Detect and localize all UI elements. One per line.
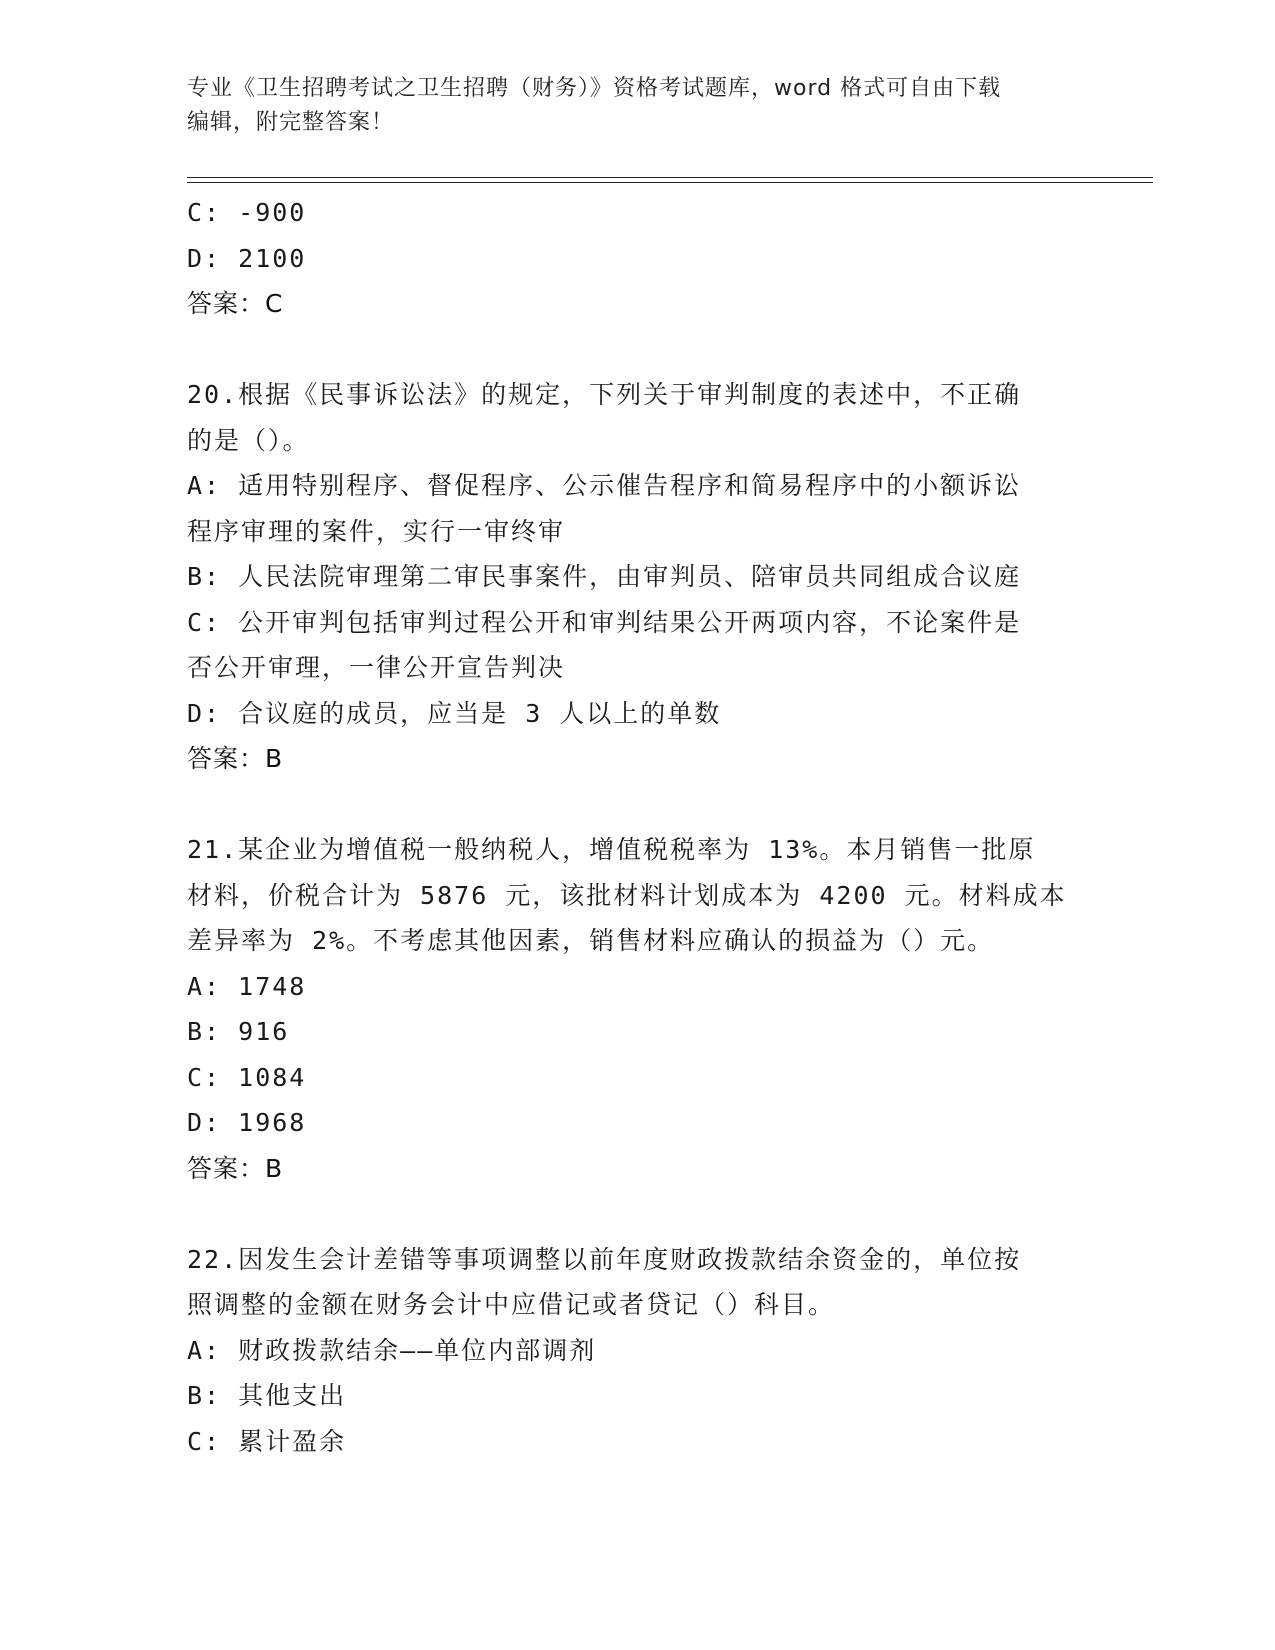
q20-stem-line-1: 20.根据《民事诉讼法》的规定，下列关于审判制度的表述中，不正确 [187,380,1022,409]
q20-stem-line-2: 的是（）。 [187,425,310,455]
q21-stem-line-1: 21.某企业为增值税一般纳税人，增值税税率为 13%。本月销售一批原 [187,835,1036,864]
spacer [187,327,1087,373]
q20-option-d: D: 合议庭的成员，应当是 3 人以上的单数 [187,698,722,728]
q20-option-c-line-2: 否公开审理，一律公开宣告判决 [187,653,566,682]
q22-option-b: B: 其他支出 [187,1381,347,1410]
document-header [187,72,1067,140]
q21-answer: 答案：B [187,1153,284,1183]
q21-stem-line-3: 差异率为 2%。不考虑其他因素，销售材料应确认的损益为（）元。 [187,926,995,955]
header-title-line-1: 专业《卫生招聘考试之卫生招聘（财务）》资格考试题库，word 格式可自由下载 [187,76,1002,101]
q21-option-a: A: 1748 [187,971,307,1001]
header-title-line-2: 编辑，附完整答案！ [187,110,395,135]
q22-stem-line-2: 照调整的金额在财务会计中应借记或者贷记（）科目。 [187,1290,836,1319]
prev-option-c: C: -900 [187,198,307,227]
q21-stem-line-2: 材料，价税合计为 5876 元，该批材料计划成本为 4200 元。材料成本 [187,880,1067,910]
header-divider-bottom [187,182,1153,183]
q22-option-a: A: 财政拨款结余——单位内部调剂 [187,1335,597,1365]
question-content [187,190,1087,1464]
q20-option-c-line-1: C: 公开审判包括审判过程公开和审判结果公开两项内容，不论案件是 [187,607,1022,637]
q22-stem-line-1: 22.因发生会计差错等事项调整以前年度财政拨款结余资金的，单位按 [187,1244,1022,1274]
q21-option-c: C: 1084 [187,1062,307,1092]
q20-option-a-line-2: 程序审理的案件，实行一审终审 [187,516,566,546]
prev-answer: 答案：C [187,289,284,318]
q21-option-d: D: 1968 [187,1108,307,1137]
q20-option-a-line-1: A: 适用特别程序、督促程序、公示催告程序和简易程序中的小额诉讼 [187,471,1022,500]
q20-answer: 答案：B [187,744,284,773]
spacer [187,1191,1087,1237]
prev-option-d: D: 2100 [187,243,307,273]
spacer [187,782,1087,828]
q22-option-c: C: 累计盈余 [187,1426,347,1456]
header-divider-top [187,177,1153,178]
q21-option-b: B: 916 [187,1017,290,1046]
q20-option-b: B: 人民法院审理第二审民事案件，由审判员、陪审员共同组成合议庭 [187,562,1022,591]
